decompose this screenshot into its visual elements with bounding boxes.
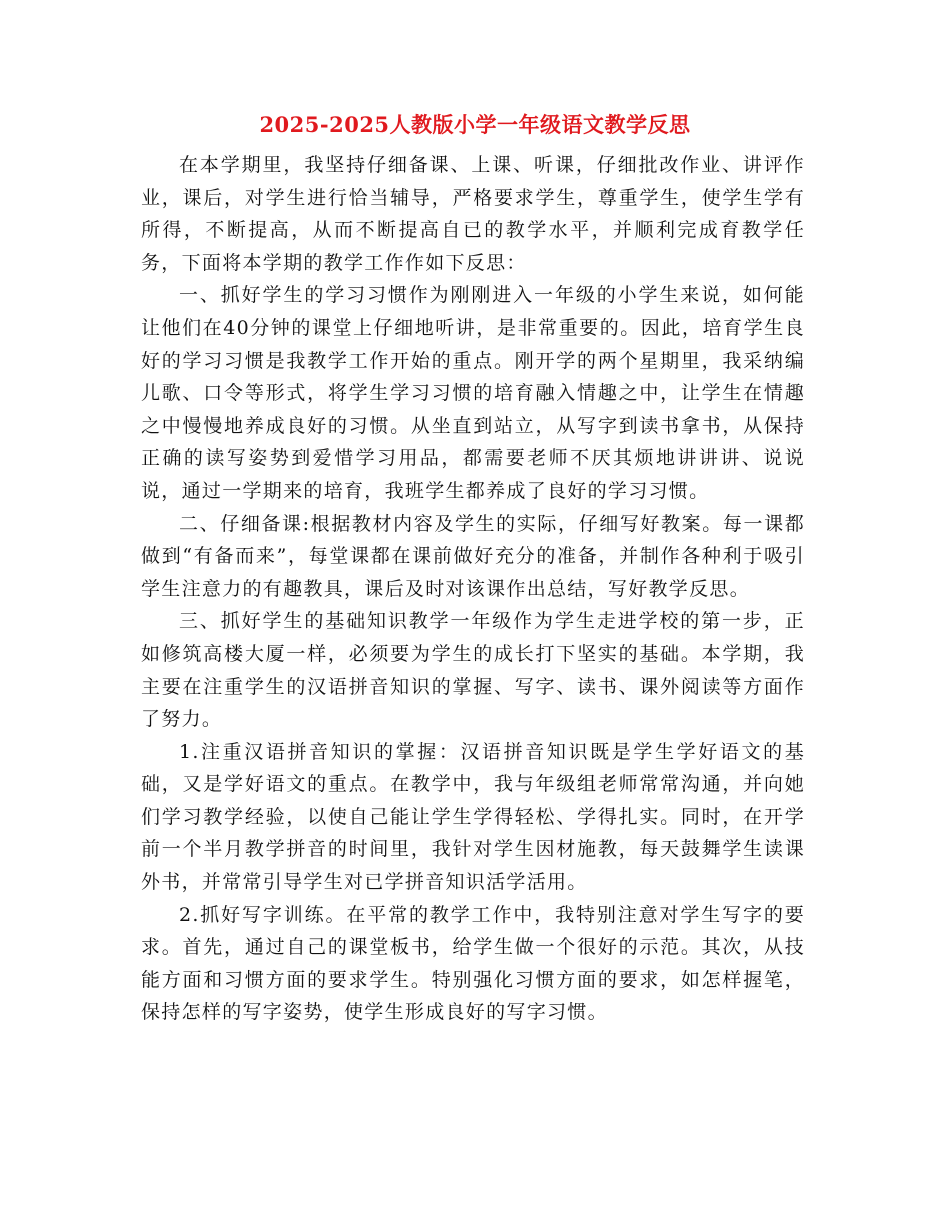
paragraph-pinyin: 1.注重汉语拼音知识的掌握：汉语拼音知识既是学生学好语文的基础，又是学好语文的重点。在教学中，我与年级组老师常常沟通，并向她们学习教学经验，以使自己能让学生学得轻松、学得扎实。同时，在开学前一个半月教学拼音的时间里，我针对学生因材施教，每天鼓舞学生读课外书，并常常引导学生对已学拼音知识活学活用。: [141, 740, 805, 894]
paragraph-writing-training: 2.抓好写字训练。在平常的教学工作中，我特别注意对学生写字的要求。首先，通过自己的课堂板书，给学生做一个很好的示范。其次，从技能方面和习惯方面的要求学生。特别强化习惯方面的要求，如怎样握笔，保持怎样的写字姿势，使学生形成良好的写字习惯。: [141, 903, 805, 1024]
document-title: 2025-2025人教版小学一年级语文教学反思: [259, 112, 691, 137]
paragraph-study-habits: 一、抓好学生的学习习惯作为刚刚进入一年级的小学生来说，如何能让他们在40分钟的课堂上仔细地听讲，是非常重要的。因此，培育学生良好的学习习惯是我教学工作开始的重点。刚开学的两个星期里，我采纳编儿歌、口令等形式，将学生学习习惯的培育融入情趣之中，让学生在情趣之中慢慢地养成良好的习惯。从坐直到站立，从写字到读书拿书，从保持正确的读写姿势到爱惜学习用品，都需要老师不厌其烦地讲讲讲、说说说，通过一学期来的培育，我班学生都养成了良好的学习习惯。: [141, 284, 805, 502]
paragraph-lesson-prep: 二、仔细备课:根据教材内容及学生的实际，仔细写好教案。每一课都做到“有备而来”，每堂课都在课前做好充分的准备，并制作各种利于吸引学生注意力的有趣教具，课后及时对该课作出总结，写好教学反思。: [141, 512, 805, 600]
paragraph-basic-knowledge: 三、抓好学生的基础知识教学一年级作为学生走进学校的第一步，正如修筑高楼大厦一样，必须要为学生的成长打下坚实的基础。本学期，我主要在注重学生的汉语拼音知识的掌握、写字、读书、课外阅读等方面作了努力。: [141, 610, 805, 731]
document-body: [141, 149, 805, 1029]
paragraph-intro: 在本学期里，我坚持仔细备课、上课、听课，仔细批改作业、讲评作业，课后，对学生进行恰当辅导，严格要求学生，尊重学生，使学生学有所得，不断提高，从而不断提高自已的教学水平，并顺利完成育教学任务，下面将本学期的教学工作作如下反思：: [141, 154, 805, 274]
